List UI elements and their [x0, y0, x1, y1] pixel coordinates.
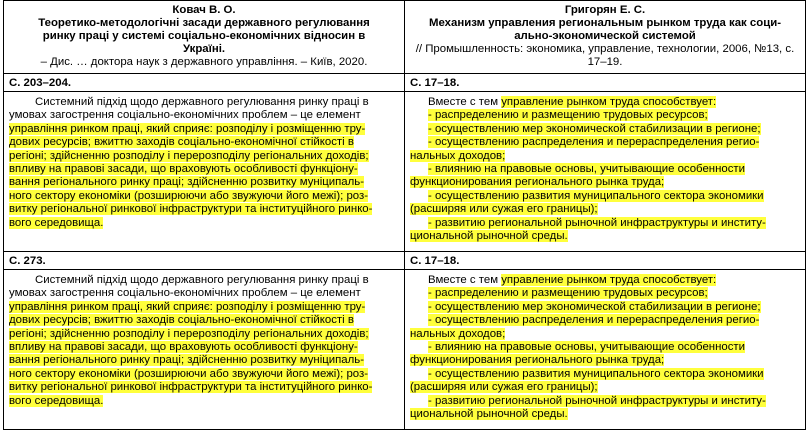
- highlighted-text: ного сектору економіки (розширюючи або звужуючи його межі); роз-: [9, 189, 369, 202]
- highlighted-text: - осуществлению мер экономической стабилизации в регионе;: [428, 122, 761, 135]
- right-text-line: [410, 163, 800, 176]
- text-row: [4, 270, 806, 430]
- left-text-line: [9, 341, 399, 354]
- right-title-line: ально-экономической системой: [514, 30, 696, 42]
- left-page-ref: С. 203–204.: [9, 77, 72, 89]
- highlighted-text: - осуществлению распределения и перераспределения регио-: [428, 136, 760, 149]
- left-text-line: [9, 395, 399, 408]
- left-text-line: [9, 217, 399, 230]
- left-source: – Дис. … доктора наук з державного управління. – Київ, 2020.: [40, 56, 368, 68]
- highlighted-text: вого середовища.: [9, 394, 104, 407]
- highlighted-text: дових ресурсів; вжиттю заходів соціально-економічної стійкості в: [9, 136, 354, 149]
- right-header-cell: [405, 1, 806, 74]
- highlighted-text: управління ринком праці, який сприяє: розподілу і розміщенню тру-: [9, 122, 366, 135]
- highlighted-text: вання регіонального ринку праці; здійсненню розвитку муніципаль-: [9, 176, 365, 189]
- highlighted-text: - распределению и размещению трудовых ресурсов;: [428, 109, 708, 122]
- right-text-line: [410, 341, 800, 354]
- page-ref-row: [4, 252, 806, 270]
- right-text-line: [410, 354, 800, 367]
- text-row: [4, 92, 806, 252]
- highlighted-text: впливу на правові засади, що враховують особливості функціону-: [9, 341, 358, 354]
- highlighted-text: циональной рыночной среды.: [410, 408, 568, 421]
- left-text-line: [9, 163, 399, 176]
- highlighted-text: - развитию региональной рыночной инфраструктуры и институ-: [428, 394, 766, 407]
- right-text-line: [410, 368, 800, 381]
- highlighted-text: функционирования регионального рынка труда;: [410, 176, 665, 189]
- highlighted-text: - осуществлению мер экономической стабилизации в регионе;: [428, 300, 761, 313]
- right-text-line: [410, 301, 800, 314]
- right-page-ref: С. 17–18.: [410, 77, 460, 89]
- highlighted-text: - развитию региональной рыночной инфраструктуры и институ-: [428, 216, 766, 229]
- plain-text: Системний підхід щодо державного регулювання ринку праці в: [35, 274, 369, 286]
- left-title-line: ринку праці у системі соціально-економічних відносин в: [42, 30, 366, 42]
- highlighted-text: витку регіональної ринкової інфраструктури та інституційного ринко-: [9, 203, 373, 216]
- left-text-line: [9, 274, 399, 287]
- left-text-line: [9, 314, 399, 327]
- right-text-block: [405, 270, 805, 423]
- highlighted-text: ного сектору економіки (розширюючи або звужуючи його межі); роз-: [9, 367, 369, 380]
- left-header-cell: [4, 1, 405, 74]
- highlighted-text: управление рынком труда способствует:: [501, 274, 717, 286]
- right-text-line: [410, 217, 800, 230]
- highlighted-text: вання регіонального ринку праці; здійсненню розвитку муніципаль-: [9, 354, 365, 367]
- highlighted-text: нальных доходов;: [410, 149, 506, 162]
- plain-text: умовах загострення соціально-економічних проблем – це елемент: [9, 109, 361, 122]
- highlighted-text: регіоні; здійсненню розподілу і перерозподілу регіональних доходів;: [9, 327, 369, 340]
- highlighted-text: управління ринком праці, який сприяє: розподілу і розміщенню тру-: [9, 300, 366, 313]
- left-text-block: [4, 270, 404, 410]
- left-author: Ковач В. О.: [172, 4, 236, 16]
- highlighted-text: управление рынком труда способствует:: [501, 96, 717, 108]
- plain-text: Системний підхід щодо державного регулювання ринку праці в: [35, 96, 369, 108]
- highlighted-text: вого середовища.: [9, 216, 104, 229]
- left-text-line: [9, 176, 399, 189]
- right-text-line: [410, 150, 800, 163]
- highlighted-text: - осуществлению развития муниципального сектора экономики: [428, 189, 764, 202]
- left-text-line: [9, 354, 399, 367]
- right-text-line: [410, 230, 800, 243]
- left-text-line: [9, 123, 399, 136]
- right-author: Григорян Е. С.: [564, 4, 646, 16]
- left-text-line: [9, 109, 399, 122]
- left-text-block: [4, 92, 404, 232]
- highlighted-text: циональной рыночной среды.: [410, 230, 568, 243]
- highlighted-text: регіоні; здійсненню розподілу і перерозподілу регіональних доходів;: [9, 149, 369, 162]
- highlighted-text: дових ресурсів; вжиттю заходів соціально-економічної стійкості в: [9, 314, 354, 327]
- highlighted-text: (расширяя или сужая его границы);: [410, 381, 598, 394]
- page-ref-row: [4, 74, 806, 92]
- highlighted-text: (расширяя или сужая его границы);: [410, 203, 598, 216]
- right-text-line: [410, 136, 800, 149]
- left-text-line: [9, 287, 399, 300]
- highlighted-text: - распределению и размещению трудовых ресурсов;: [428, 287, 708, 300]
- highlighted-text: - влиянию на правовые основы, учитывающие особенности: [428, 341, 745, 354]
- right-text-line: [410, 381, 800, 394]
- right-text-line: [410, 408, 800, 421]
- right-text-line: [410, 328, 800, 341]
- right-text-line: [410, 109, 800, 122]
- highlighted-text: - осуществлению распределения и перераспределения регио-: [428, 314, 760, 327]
- left-title-line: Теоретико-методологічні засади державного регулювання: [38, 17, 370, 29]
- highlighted-text: - влиянию на правовые основы, учитывающие особенности: [428, 163, 745, 176]
- highlighted-text: функционирования регионального рынка труда;: [410, 354, 665, 367]
- highlighted-text: впливу на правові засади, що враховують особливості функціону-: [9, 163, 358, 176]
- right-title: [409, 17, 801, 43]
- right-text-line: [410, 314, 800, 327]
- right-title-line: Механизм управления региональным рынком труда как соци-: [429, 17, 781, 29]
- right-page-ref: С. 17–18.: [410, 255, 460, 267]
- left-title-line: Україні.: [182, 43, 226, 55]
- right-text-line: [410, 96, 800, 109]
- right-text-line: [410, 287, 800, 300]
- left-text-line: [9, 301, 399, 314]
- left-page-ref: С. 273.: [9, 255, 46, 267]
- right-text-line: [410, 176, 800, 189]
- left-text-line: [9, 203, 399, 216]
- right-text-line: [410, 274, 800, 287]
- plain-text: Вместе с тем: [428, 274, 502, 286]
- right-text-line: [410, 395, 800, 408]
- left-text-line: [9, 328, 399, 341]
- plain-text: Вместе с тем: [428, 96, 502, 108]
- left-text-line: [9, 136, 399, 149]
- comparison-table: [3, 0, 806, 430]
- left-text-line: [9, 368, 399, 381]
- highlighted-text: - осуществлению развития муниципального сектора экономики: [428, 367, 764, 380]
- left-text-line: [9, 381, 399, 394]
- header-row: [4, 1, 806, 74]
- right-text-block: [405, 92, 805, 245]
- highlighted-text: витку регіональної ринкової інфраструктури та інституційного ринко-: [9, 381, 373, 394]
- left-title: [8, 17, 400, 56]
- right-text-line: [410, 203, 800, 216]
- left-text-line: [9, 190, 399, 203]
- left-text-line: [9, 150, 399, 163]
- right-text-line: [410, 123, 800, 136]
- plain-text: умовах загострення соціально-економічних проблем – це елемент: [9, 287, 361, 300]
- left-text-line: [9, 96, 399, 109]
- right-text-line: [410, 190, 800, 203]
- right-source: // Промышленность: экономика, управление, технологии, 2006, №13, с. 17–19.: [415, 43, 795, 68]
- highlighted-text: нальных доходов;: [410, 327, 506, 340]
